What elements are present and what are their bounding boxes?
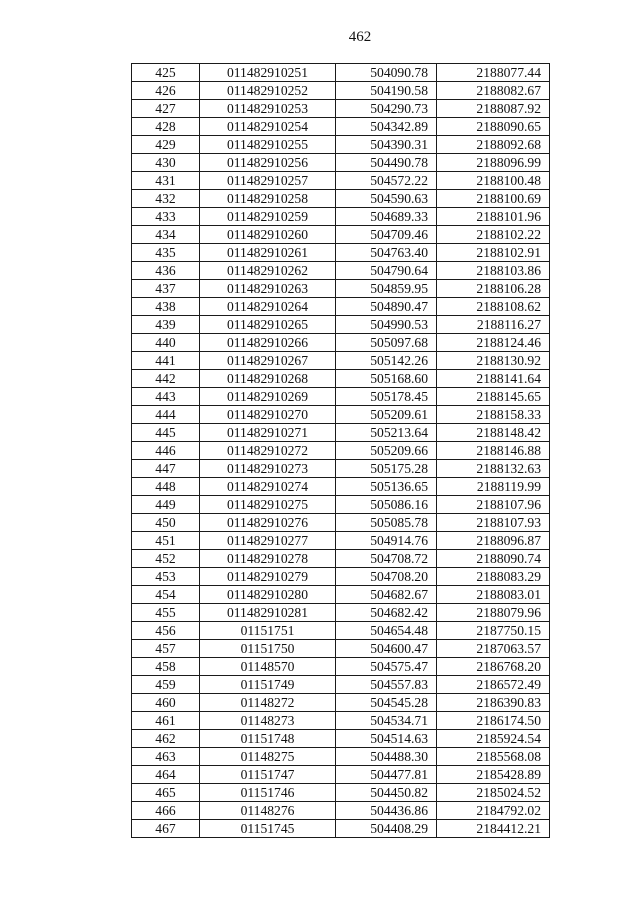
- y-coordinate-cell: 2188090.65: [437, 118, 550, 136]
- x-coordinate-cell: 504600.47: [336, 640, 437, 658]
- y-coordinate-cell: 2188083.01: [437, 586, 550, 604]
- row-number-cell: 457: [132, 640, 200, 658]
- row-number-cell: 425: [132, 64, 200, 82]
- y-coordinate-cell: 2188102.91: [437, 244, 550, 262]
- x-coordinate-cell: 504190.58: [336, 82, 437, 100]
- x-coordinate-cell: 504763.40: [336, 244, 437, 262]
- point-id-cell: 011482910261: [200, 244, 336, 262]
- table-row: [132, 676, 550, 694]
- x-coordinate-cell: 504575.47: [336, 658, 437, 676]
- row-number-cell: 440: [132, 334, 200, 352]
- row-number-cell: 446: [132, 442, 200, 460]
- row-number-cell: 441: [132, 352, 200, 370]
- row-number-cell: 443: [132, 388, 200, 406]
- point-id-cell: 011482910270: [200, 406, 336, 424]
- x-coordinate-cell: 505209.61: [336, 406, 437, 424]
- row-number-cell: 451: [132, 532, 200, 550]
- point-id-cell: 011482910255: [200, 136, 336, 154]
- row-number-cell: 429: [132, 136, 200, 154]
- point-id-cell: 011482910257: [200, 172, 336, 190]
- row-number-cell: 464: [132, 766, 200, 784]
- y-coordinate-cell: 2188116.27: [437, 316, 550, 334]
- y-coordinate-cell: 2188146.88: [437, 442, 550, 460]
- point-id-cell: 011482910265: [200, 316, 336, 334]
- table-row: [132, 784, 550, 802]
- row-number-cell: 438: [132, 298, 200, 316]
- x-coordinate-cell: 505097.68: [336, 334, 437, 352]
- table-row: [132, 622, 550, 640]
- x-coordinate-cell: 504890.47: [336, 298, 437, 316]
- point-id-cell: 01148570: [200, 658, 336, 676]
- point-id-cell: 01151749: [200, 676, 336, 694]
- table-row: [132, 514, 550, 532]
- table-row: [132, 766, 550, 784]
- table-row: [132, 442, 550, 460]
- table-row: [132, 694, 550, 712]
- table-row: [132, 568, 550, 586]
- table-row: [132, 370, 550, 388]
- table-row: [132, 802, 550, 820]
- point-id-cell: 011482910273: [200, 460, 336, 478]
- table-row: [132, 424, 550, 442]
- y-coordinate-cell: 2185428.89: [437, 766, 550, 784]
- row-number-cell: 427: [132, 100, 200, 118]
- y-coordinate-cell: 2184792.02: [437, 802, 550, 820]
- point-id-cell: 01151748: [200, 730, 336, 748]
- coordinates-table-body: [132, 64, 550, 838]
- point-id-cell: 011482910272: [200, 442, 336, 460]
- row-number-cell: 431: [132, 172, 200, 190]
- row-number-cell: 463: [132, 748, 200, 766]
- point-id-cell: 01148275: [200, 748, 336, 766]
- y-coordinate-cell: 2188077.44: [437, 64, 550, 82]
- table-row: [132, 406, 550, 424]
- y-coordinate-cell: 2188141.64: [437, 370, 550, 388]
- table-row: [132, 604, 550, 622]
- point-id-cell: 011482910263: [200, 280, 336, 298]
- x-coordinate-cell: 504682.42: [336, 604, 437, 622]
- row-number-cell: 459: [132, 676, 200, 694]
- y-coordinate-cell: 2188100.48: [437, 172, 550, 190]
- point-id-cell: 01148272: [200, 694, 336, 712]
- x-coordinate-cell: 505213.64: [336, 424, 437, 442]
- point-id-cell: 01151751: [200, 622, 336, 640]
- row-number-cell: 450: [132, 514, 200, 532]
- table-row: [132, 64, 550, 82]
- point-id-cell: 011482910281: [200, 604, 336, 622]
- point-id-cell: 011482910267: [200, 352, 336, 370]
- x-coordinate-cell: 504654.48: [336, 622, 437, 640]
- x-coordinate-cell: 505142.26: [336, 352, 437, 370]
- point-id-cell: 011482910258: [200, 190, 336, 208]
- y-coordinate-cell: 2188107.93: [437, 514, 550, 532]
- x-coordinate-cell: 504090.78: [336, 64, 437, 82]
- table-row: [132, 496, 550, 514]
- point-id-cell: 01151747: [200, 766, 336, 784]
- point-id-cell: 011482910254: [200, 118, 336, 136]
- x-coordinate-cell: 504990.53: [336, 316, 437, 334]
- y-coordinate-cell: 2188103.86: [437, 262, 550, 280]
- y-coordinate-cell: 2186174.50: [437, 712, 550, 730]
- y-coordinate-cell: 2186572.49: [437, 676, 550, 694]
- row-number-cell: 430: [132, 154, 200, 172]
- table-row: [132, 352, 550, 370]
- point-id-cell: 01148273: [200, 712, 336, 730]
- y-coordinate-cell: 2188124.46: [437, 334, 550, 352]
- x-coordinate-cell: 504590.63: [336, 190, 437, 208]
- y-coordinate-cell: 2187063.57: [437, 640, 550, 658]
- x-coordinate-cell: 504859.95: [336, 280, 437, 298]
- y-coordinate-cell: 2185924.54: [437, 730, 550, 748]
- table-row: [132, 172, 550, 190]
- table-row: [132, 460, 550, 478]
- point-id-cell: 011482910256: [200, 154, 336, 172]
- row-number-cell: 458: [132, 658, 200, 676]
- table-row: [132, 748, 550, 766]
- point-id-cell: 011482910277: [200, 532, 336, 550]
- x-coordinate-cell: 504290.73: [336, 100, 437, 118]
- table-row: [132, 586, 550, 604]
- y-coordinate-cell: 2187750.15: [437, 622, 550, 640]
- row-number-cell: 426: [132, 82, 200, 100]
- y-coordinate-cell: 2188132.63: [437, 460, 550, 478]
- row-number-cell: 447: [132, 460, 200, 478]
- x-coordinate-cell: 504709.46: [336, 226, 437, 244]
- table-row: [132, 730, 550, 748]
- x-coordinate-cell: 504914.76: [336, 532, 437, 550]
- table-row: [132, 244, 550, 262]
- point-id-cell: 011482910252: [200, 82, 336, 100]
- table-row: [132, 820, 550, 838]
- x-coordinate-cell: 504682.67: [336, 586, 437, 604]
- y-coordinate-cell: 2188119.99: [437, 478, 550, 496]
- x-coordinate-cell: 504408.29: [336, 820, 437, 838]
- point-id-cell: 011482910278: [200, 550, 336, 568]
- x-coordinate-cell: 504450.82: [336, 784, 437, 802]
- row-number-cell: 442: [132, 370, 200, 388]
- y-coordinate-cell: 2185024.52: [437, 784, 550, 802]
- x-coordinate-cell: 505175.28: [336, 460, 437, 478]
- table-row: [132, 154, 550, 172]
- x-coordinate-cell: 505209.66: [336, 442, 437, 460]
- table-row: [132, 82, 550, 100]
- table-row: [132, 190, 550, 208]
- x-coordinate-cell: 504488.30: [336, 748, 437, 766]
- y-coordinate-cell: 2188096.87: [437, 532, 550, 550]
- y-coordinate-cell: 2186768.20: [437, 658, 550, 676]
- row-number-cell: 454: [132, 586, 200, 604]
- y-coordinate-cell: 2188108.62: [437, 298, 550, 316]
- y-coordinate-cell: 2188100.69: [437, 190, 550, 208]
- x-coordinate-cell: 504342.89: [336, 118, 437, 136]
- row-number-cell: 449: [132, 496, 200, 514]
- table-row: [132, 532, 550, 550]
- y-coordinate-cell: 2188096.99: [437, 154, 550, 172]
- table-row: [132, 208, 550, 226]
- point-id-cell: 011482910266: [200, 334, 336, 352]
- point-id-cell: 011482910274: [200, 478, 336, 496]
- point-id-cell: 011482910264: [200, 298, 336, 316]
- point-id-cell: 011482910259: [200, 208, 336, 226]
- row-number-cell: 461: [132, 712, 200, 730]
- x-coordinate-cell: 504545.28: [336, 694, 437, 712]
- row-number-cell: 448: [132, 478, 200, 496]
- row-number-cell: 452: [132, 550, 200, 568]
- y-coordinate-cell: 2188079.96: [437, 604, 550, 622]
- table-row: [132, 262, 550, 280]
- point-id-cell: 011482910276: [200, 514, 336, 532]
- point-id-cell: 01151745: [200, 820, 336, 838]
- row-number-cell: 428: [132, 118, 200, 136]
- y-coordinate-cell: 2188107.96: [437, 496, 550, 514]
- x-coordinate-cell: 505086.16: [336, 496, 437, 514]
- row-number-cell: 444: [132, 406, 200, 424]
- x-coordinate-cell: 505085.78: [336, 514, 437, 532]
- row-number-cell: 439: [132, 316, 200, 334]
- table-row: [132, 550, 550, 568]
- coordinates-table: [131, 63, 550, 838]
- table-row: [132, 280, 550, 298]
- y-coordinate-cell: 2188092.68: [437, 136, 550, 154]
- table-row: [132, 298, 550, 316]
- y-coordinate-cell: 2188145.65: [437, 388, 550, 406]
- row-number-cell: 456: [132, 622, 200, 640]
- y-coordinate-cell: 2188101.96: [437, 208, 550, 226]
- table-row: [132, 478, 550, 496]
- point-id-cell: 011482910280: [200, 586, 336, 604]
- row-number-cell: 437: [132, 280, 200, 298]
- point-id-cell: 011482910275: [200, 496, 336, 514]
- row-number-cell: 466: [132, 802, 200, 820]
- row-number-cell: 433: [132, 208, 200, 226]
- y-coordinate-cell: 2186390.83: [437, 694, 550, 712]
- table-row: [132, 640, 550, 658]
- y-coordinate-cell: 2188106.28: [437, 280, 550, 298]
- row-number-cell: 436: [132, 262, 200, 280]
- row-number-cell: 432: [132, 190, 200, 208]
- y-coordinate-cell: 2185568.08: [437, 748, 550, 766]
- y-coordinate-cell: 2188130.92: [437, 352, 550, 370]
- y-coordinate-cell: 2188102.22: [437, 226, 550, 244]
- y-coordinate-cell: 2188148.42: [437, 424, 550, 442]
- point-id-cell: 01151746: [200, 784, 336, 802]
- row-number-cell: 453: [132, 568, 200, 586]
- x-coordinate-cell: 504557.83: [336, 676, 437, 694]
- point-id-cell: 011482910269: [200, 388, 336, 406]
- row-number-cell: 465: [132, 784, 200, 802]
- point-id-cell: 011482910271: [200, 424, 336, 442]
- point-id-cell: 011482910260: [200, 226, 336, 244]
- point-id-cell: 011482910253: [200, 100, 336, 118]
- y-coordinate-cell: 2188082.67: [437, 82, 550, 100]
- x-coordinate-cell: 504790.64: [336, 262, 437, 280]
- y-coordinate-cell: 2188158.33: [437, 406, 550, 424]
- y-coordinate-cell: 2188090.74: [437, 550, 550, 568]
- x-coordinate-cell: 504572.22: [336, 172, 437, 190]
- row-number-cell: 460: [132, 694, 200, 712]
- x-coordinate-cell: 504534.71: [336, 712, 437, 730]
- table-row: [132, 136, 550, 154]
- table-row: [132, 316, 550, 334]
- table-row: [132, 226, 550, 244]
- y-coordinate-cell: 2188083.29: [437, 568, 550, 586]
- x-coordinate-cell: 504689.33: [336, 208, 437, 226]
- x-coordinate-cell: 504708.72: [336, 550, 437, 568]
- point-id-cell: 011482910251: [200, 64, 336, 82]
- x-coordinate-cell: 504514.63: [336, 730, 437, 748]
- row-number-cell: 462: [132, 730, 200, 748]
- row-number-cell: 467: [132, 820, 200, 838]
- x-coordinate-cell: 504708.20: [336, 568, 437, 586]
- y-coordinate-cell: 2184412.21: [437, 820, 550, 838]
- point-id-cell: 01151750: [200, 640, 336, 658]
- point-id-cell: 011482910262: [200, 262, 336, 280]
- point-id-cell: 01148276: [200, 802, 336, 820]
- x-coordinate-cell: 505136.65: [336, 478, 437, 496]
- point-id-cell: 011482910268: [200, 370, 336, 388]
- table-row: [132, 712, 550, 730]
- row-number-cell: 434: [132, 226, 200, 244]
- table-row: [132, 388, 550, 406]
- table-row: [132, 334, 550, 352]
- row-number-cell: 445: [132, 424, 200, 442]
- x-coordinate-cell: 504436.86: [336, 802, 437, 820]
- table-row: [132, 118, 550, 136]
- x-coordinate-cell: 504390.31: [336, 136, 437, 154]
- x-coordinate-cell: 505168.60: [336, 370, 437, 388]
- table-row: [132, 658, 550, 676]
- x-coordinate-cell: 505178.45: [336, 388, 437, 406]
- row-number-cell: 435: [132, 244, 200, 262]
- point-id-cell: 011482910279: [200, 568, 336, 586]
- x-coordinate-cell: 504477.81: [336, 766, 437, 784]
- y-coordinate-cell: 2188087.92: [437, 100, 550, 118]
- x-coordinate-cell: 504490.78: [336, 154, 437, 172]
- row-number-cell: 455: [132, 604, 200, 622]
- page-number: 462: [348, 29, 372, 45]
- table-row: [132, 100, 550, 118]
